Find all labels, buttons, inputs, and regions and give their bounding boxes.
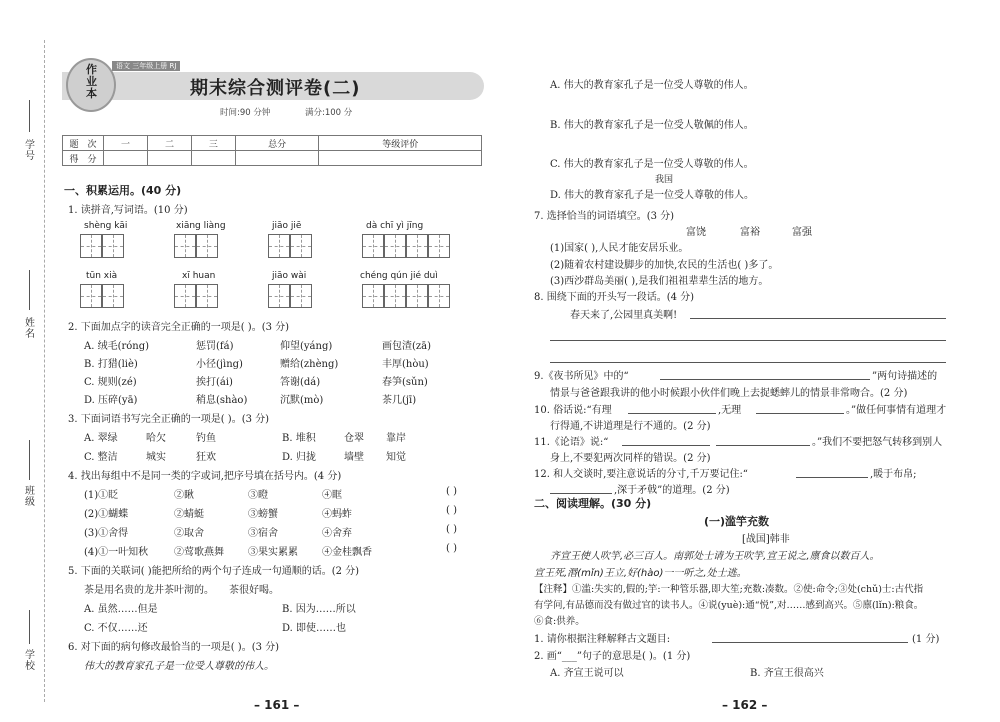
passage-body: 齐宣王使人吹竽,必三百人。南郭处士请为王吹竽,宣王说之,廪食以数百人。 — [550, 551, 880, 562]
q7-item[interactable]: (1)国家( ),人民才能安居乐业。 — [550, 243, 689, 254]
q12-text: 12. 和人交谈时,要注意说话的分寸,千万要记住:“ — [534, 469, 748, 480]
reading-q2-option[interactable]: A. 齐宣王说可以 — [550, 668, 624, 679]
section-1-heading: 一、积累运用。(40 分) — [64, 184, 182, 197]
q4-item: (3)①舍得 — [84, 528, 129, 539]
page-title: 期末综合测评卷(二) — [190, 78, 361, 99]
passage-note: 【注释】①滥:失实的,假的;竽:一种管乐器,即大笙;充数:凑数。②使:命令;③处(chǔ)士:古代指 — [534, 584, 924, 595]
q3-option[interactable]: C. 整洁 — [84, 452, 118, 463]
answer-line[interactable] — [756, 413, 844, 414]
q7-word: 富裕 — [740, 227, 760, 238]
q2-option-word: 春笋(sǔn) — [382, 377, 428, 388]
writing-box[interactable] — [102, 234, 124, 258]
answer-paren[interactable]: ( ) — [446, 524, 457, 535]
margin-student-id-label: 学号 — [25, 140, 35, 162]
exam-time: 时间:90 分钟 — [220, 108, 271, 118]
q2-option-word: 答谢(dá) — [280, 377, 321, 388]
q6-sentence: 伟大的教育家孔子是一位受人尊敬的伟人。 — [84, 661, 274, 672]
score-cell[interactable] — [147, 151, 191, 166]
q4-item: ③瞪 — [248, 490, 268, 501]
logo-text: 作业本 — [86, 63, 97, 100]
q9-text: 9.《夜书所见》中的“ — [534, 371, 629, 382]
q7-prompt: 7. 选择恰当的词语填空。(3 分) — [534, 211, 675, 222]
writing-box[interactable] — [428, 234, 450, 258]
q4-item: ④舍弃 — [322, 528, 352, 539]
q2-option[interactable]: A. 绒毛(róng) — [84, 341, 150, 352]
q4-item: ③宿舍 — [248, 528, 278, 539]
page-number-right: – 162 – — [722, 698, 768, 712]
pinyin-label: jiāo wài — [272, 271, 307, 281]
grade-tag: 语文 三年级上册 RJ — [112, 61, 180, 71]
q2-option-word: 茶几(jī) — [382, 395, 417, 406]
writing-box[interactable] — [174, 284, 196, 308]
margin-student-id-field[interactable] — [29, 100, 30, 132]
q10-text: ,无理 — [718, 405, 742, 416]
q2-option-word: 惩罚(fá) — [196, 341, 234, 352]
pinyin-label: tūn xià — [86, 271, 118, 281]
pinyin-label: xī huan — [182, 271, 216, 281]
q6-option[interactable]: D. 伟大的教育家孔子是一位受人尊敬的伟人。 — [550, 190, 755, 201]
q9-text: 情景与爸爸跟我讲的他小时候跟小伙伴们晚上去捉蟋蟀儿的情景非常吻合。(2 分) — [550, 388, 908, 399]
q5-option[interactable]: B. 因为……所以 — [282, 604, 356, 615]
q6-option[interactable]: C. 伟大的教育家孔子是一位受人尊敬的伟人。 — [550, 159, 754, 170]
margin-school-field[interactable] — [29, 610, 30, 644]
answer-line[interactable] — [690, 318, 946, 319]
q2-option-word: 赠给(zhèng) — [280, 359, 339, 370]
writing-box[interactable] — [362, 284, 384, 308]
writing-box[interactable] — [102, 284, 124, 308]
q10-text: 10. 俗话说:“有理 — [534, 405, 612, 416]
answer-line[interactable] — [550, 340, 946, 341]
q2-option[interactable]: D. 压碎(yā) — [84, 395, 138, 406]
q3-option-word: 钓鱼 — [196, 433, 216, 444]
q10-text: 行得通,不讲道理是行不通的。(2 分) — [550, 421, 711, 432]
answer-line[interactable] — [796, 477, 868, 478]
q7-item[interactable]: (3)西沙群岛美丽( ),是我们祖祖辈辈生活的地方。 — [550, 276, 769, 287]
q10-text: 。”做任何事情有道理才 — [846, 405, 947, 416]
q4-item: ②莺歌燕舞 — [174, 547, 224, 558]
answer-paren[interactable]: ( ) — [446, 486, 457, 497]
q5-prompt: 5. 下面的关联词( )能把所给的两个句子连成一句通顺的话。(2 分) — [68, 566, 360, 577]
q3-option-word: 城实 — [146, 452, 166, 463]
q12-text: ,深于矛戟”的道理。(2 分) — [614, 485, 730, 496]
passage-note: 有学问,有品德而没有做过官的读书人。④说(yuè):通“悦”,对……感到高兴。⑤廪(lǐn):粮食。 — [534, 600, 924, 611]
q2-prompt: 2. 下面加点字的读音完全正确的一项是( )。(3 分) — [68, 322, 290, 333]
q3-prompt: 3. 下面词语书写完全正确的一项是( )。(3 分) — [68, 414, 270, 425]
writing-box[interactable] — [406, 284, 428, 308]
q2-option-word: 仰望(yáng) — [280, 341, 333, 352]
binding-line — [44, 40, 45, 702]
q4-item: ④眶 — [322, 490, 342, 501]
writing-box[interactable] — [80, 234, 102, 258]
pinyin-label: shèng kāi — [84, 221, 128, 231]
margin-class-label: 班级 — [25, 486, 35, 508]
answer-line[interactable] — [660, 379, 870, 380]
answer-line[interactable] — [628, 413, 716, 414]
q4-item: ②取舍 — [174, 528, 204, 539]
q3-option[interactable]: A. 翠绿 — [84, 433, 118, 444]
writing-box[interactable] — [428, 284, 450, 308]
q3-option-word: 墙壁 — [344, 452, 364, 463]
q6-option[interactable]: A. 伟大的教育家孔子是一位受人尊敬的伟人。 — [550, 80, 754, 91]
q4-item: ④金桂飘香 — [322, 547, 372, 558]
q11-text: 。”我们不要把怒气转移到别人 — [812, 437, 943, 448]
q4-item: ③果实累累 — [248, 547, 298, 558]
writing-box[interactable] — [174, 234, 196, 258]
reading-q2-option[interactable]: B. 齐宣王很高兴 — [750, 668, 824, 679]
q5-sentence: 茶是用名贵的龙井茶叶沏的。 茶很好喝。 — [84, 585, 279, 596]
q4-item: ②蜻蜓 — [174, 509, 204, 520]
answer-line[interactable] — [622, 445, 710, 446]
q3-option-word: 仓翠 — [344, 433, 364, 444]
passage-body: 宣王死,湣(mǐn)王立,好(hào)一一听之,处士逃。 — [534, 568, 747, 579]
margin-school-label: 学校 — [25, 650, 35, 672]
q2-option-word: 挨打(ái) — [196, 377, 233, 388]
q5-option[interactable]: A. 虽然……但是 — [84, 604, 158, 615]
writing-box[interactable] — [290, 234, 312, 258]
writing-box[interactable] — [196, 284, 218, 308]
q4-prompt: 4. 找出每组中不是同一类的字或词,把序号填在括号内。(4 分) — [68, 471, 342, 482]
pinyin-label: dà chī yì jīng — [366, 221, 424, 231]
section-2-heading: 二、阅读理解。(30 分) — [534, 497, 652, 510]
q11-text: 11.《论语》说:“ — [534, 437, 609, 448]
q8-start: 春天来了,公园里真美啊! — [570, 310, 678, 321]
q3-option-word: 哈欠 — [146, 433, 166, 444]
q1-prompt: 1. 读拼音,写词语。(10 分) — [68, 205, 188, 216]
writing-box[interactable] — [384, 234, 406, 258]
writing-box[interactable] — [80, 284, 102, 308]
writing-box[interactable] — [384, 284, 406, 308]
q2-option[interactable]: B. 打猎(liè) — [84, 359, 138, 370]
margin-name-label: 姓名 — [25, 318, 35, 340]
pinyin-label: chéng qún jié duì — [360, 271, 438, 281]
score-cell[interactable] — [104, 151, 148, 166]
margin-name-field[interactable] — [29, 270, 30, 310]
q3-option-word: 靠岸 — [386, 433, 406, 444]
q12-text: ,暖于布帛; — [870, 469, 917, 480]
q2-option-word: 小径(jìng) — [196, 359, 243, 370]
answer-line[interactable] — [716, 445, 810, 446]
answer-paren[interactable]: ( ) — [446, 543, 457, 554]
score-header-cell: 题 次 — [63, 136, 104, 151]
q7-item[interactable]: (2)随着农村建设脚步的加快,农民的生活也( )多了。 — [550, 260, 779, 271]
score-cell[interactable] — [191, 151, 235, 166]
score-header-cell: 二 — [147, 136, 191, 151]
q3-option[interactable]: D. 归拢 — [282, 452, 317, 463]
q2-option-word: 丰厚(hòu) — [382, 359, 429, 370]
passage-title: (一)滥竽充数 — [704, 515, 770, 528]
answer-line[interactable] — [550, 493, 612, 494]
reading-q1-prompt: 1. 请你根据注释解释古文题目: — [534, 634, 671, 645]
q4-item: ③螃蟹 — [248, 509, 278, 520]
answer-line[interactable] — [550, 362, 946, 363]
passage-note: ⑥食:供养。 — [534, 616, 585, 627]
q6-d-insert: 我国 — [655, 175, 674, 185]
margin-class-field[interactable] — [29, 440, 30, 480]
q7-word: 富饶 — [686, 227, 706, 238]
q4-item: (1)①眨 — [84, 490, 119, 501]
answer-paren[interactable]: ( ) — [446, 505, 457, 516]
reading-q2-prompt: 2. 画“___”句子的意思是( )。(1 分) — [534, 651, 691, 662]
q3-option-word: 狂欢 — [196, 452, 216, 463]
q4-item: ②瞅 — [174, 490, 194, 501]
writing-box[interactable] — [268, 234, 290, 258]
writing-box[interactable] — [196, 234, 218, 258]
pinyin-label: jiāo jiē — [272, 221, 302, 231]
exam-full-score: 满分:100 分 — [305, 108, 353, 118]
q2-option-word: 沉默(mò) — [280, 395, 324, 406]
q9-text: ”两句诗描述的 — [872, 371, 938, 382]
q5-option[interactable]: C. 不仅……还 — [84, 623, 148, 634]
score-table — [62, 135, 482, 166]
q2-option-word: 稍息(shào) — [196, 395, 248, 406]
q2-option[interactable]: C. 规则(zé) — [84, 377, 137, 388]
q3-option[interactable]: B. 堆积 — [282, 433, 316, 444]
pinyin-label: xiāng liàng — [176, 221, 226, 231]
score-header-cell: 三 — [191, 136, 235, 151]
q5-option[interactable]: D. 即使……也 — [282, 623, 347, 634]
q4-item: ④蚂蚱 — [322, 509, 352, 520]
q2-option-word: 画包渣(zā) — [382, 341, 432, 352]
passage-author: [战国]韩非 — [742, 534, 790, 545]
score-cell[interactable] — [319, 151, 482, 166]
writing-box[interactable] — [290, 284, 312, 308]
page-number-left: – 161 – — [254, 698, 300, 712]
q6-option[interactable]: B. 伟大的教育家孔子是一位受人敬佩的伟人。 — [550, 120, 754, 131]
score-cell[interactable] — [235, 151, 319, 166]
q11-text: 身上,不要犯两次同样的错误。(2 分) — [550, 453, 711, 464]
score-header-cell: 一 — [104, 136, 148, 151]
score-header-cell: 总分 — [235, 136, 319, 151]
q8-prompt: 8. 围绕下面的开头写一段话。(4 分) — [534, 292, 695, 303]
writing-box[interactable] — [268, 284, 290, 308]
score-row-label: 得 分 — [63, 151, 104, 166]
writing-box[interactable] — [362, 234, 384, 258]
writing-box[interactable] — [406, 234, 428, 258]
q6-prompt: 6. 对下面的病句修改最恰当的一项是( )。(3 分) — [68, 642, 280, 653]
q7-word: 富强 — [792, 227, 812, 238]
reading-q1-score: (1 分) — [912, 634, 940, 645]
q3-option-word: 知觉 — [386, 452, 406, 463]
answer-line[interactable] — [712, 642, 908, 643]
q4-item: (2)①蝴蝶 — [84, 509, 129, 520]
score-header-cell: 等级评价 — [319, 136, 482, 151]
q4-item: (4)①一叶知秋 — [84, 547, 149, 558]
